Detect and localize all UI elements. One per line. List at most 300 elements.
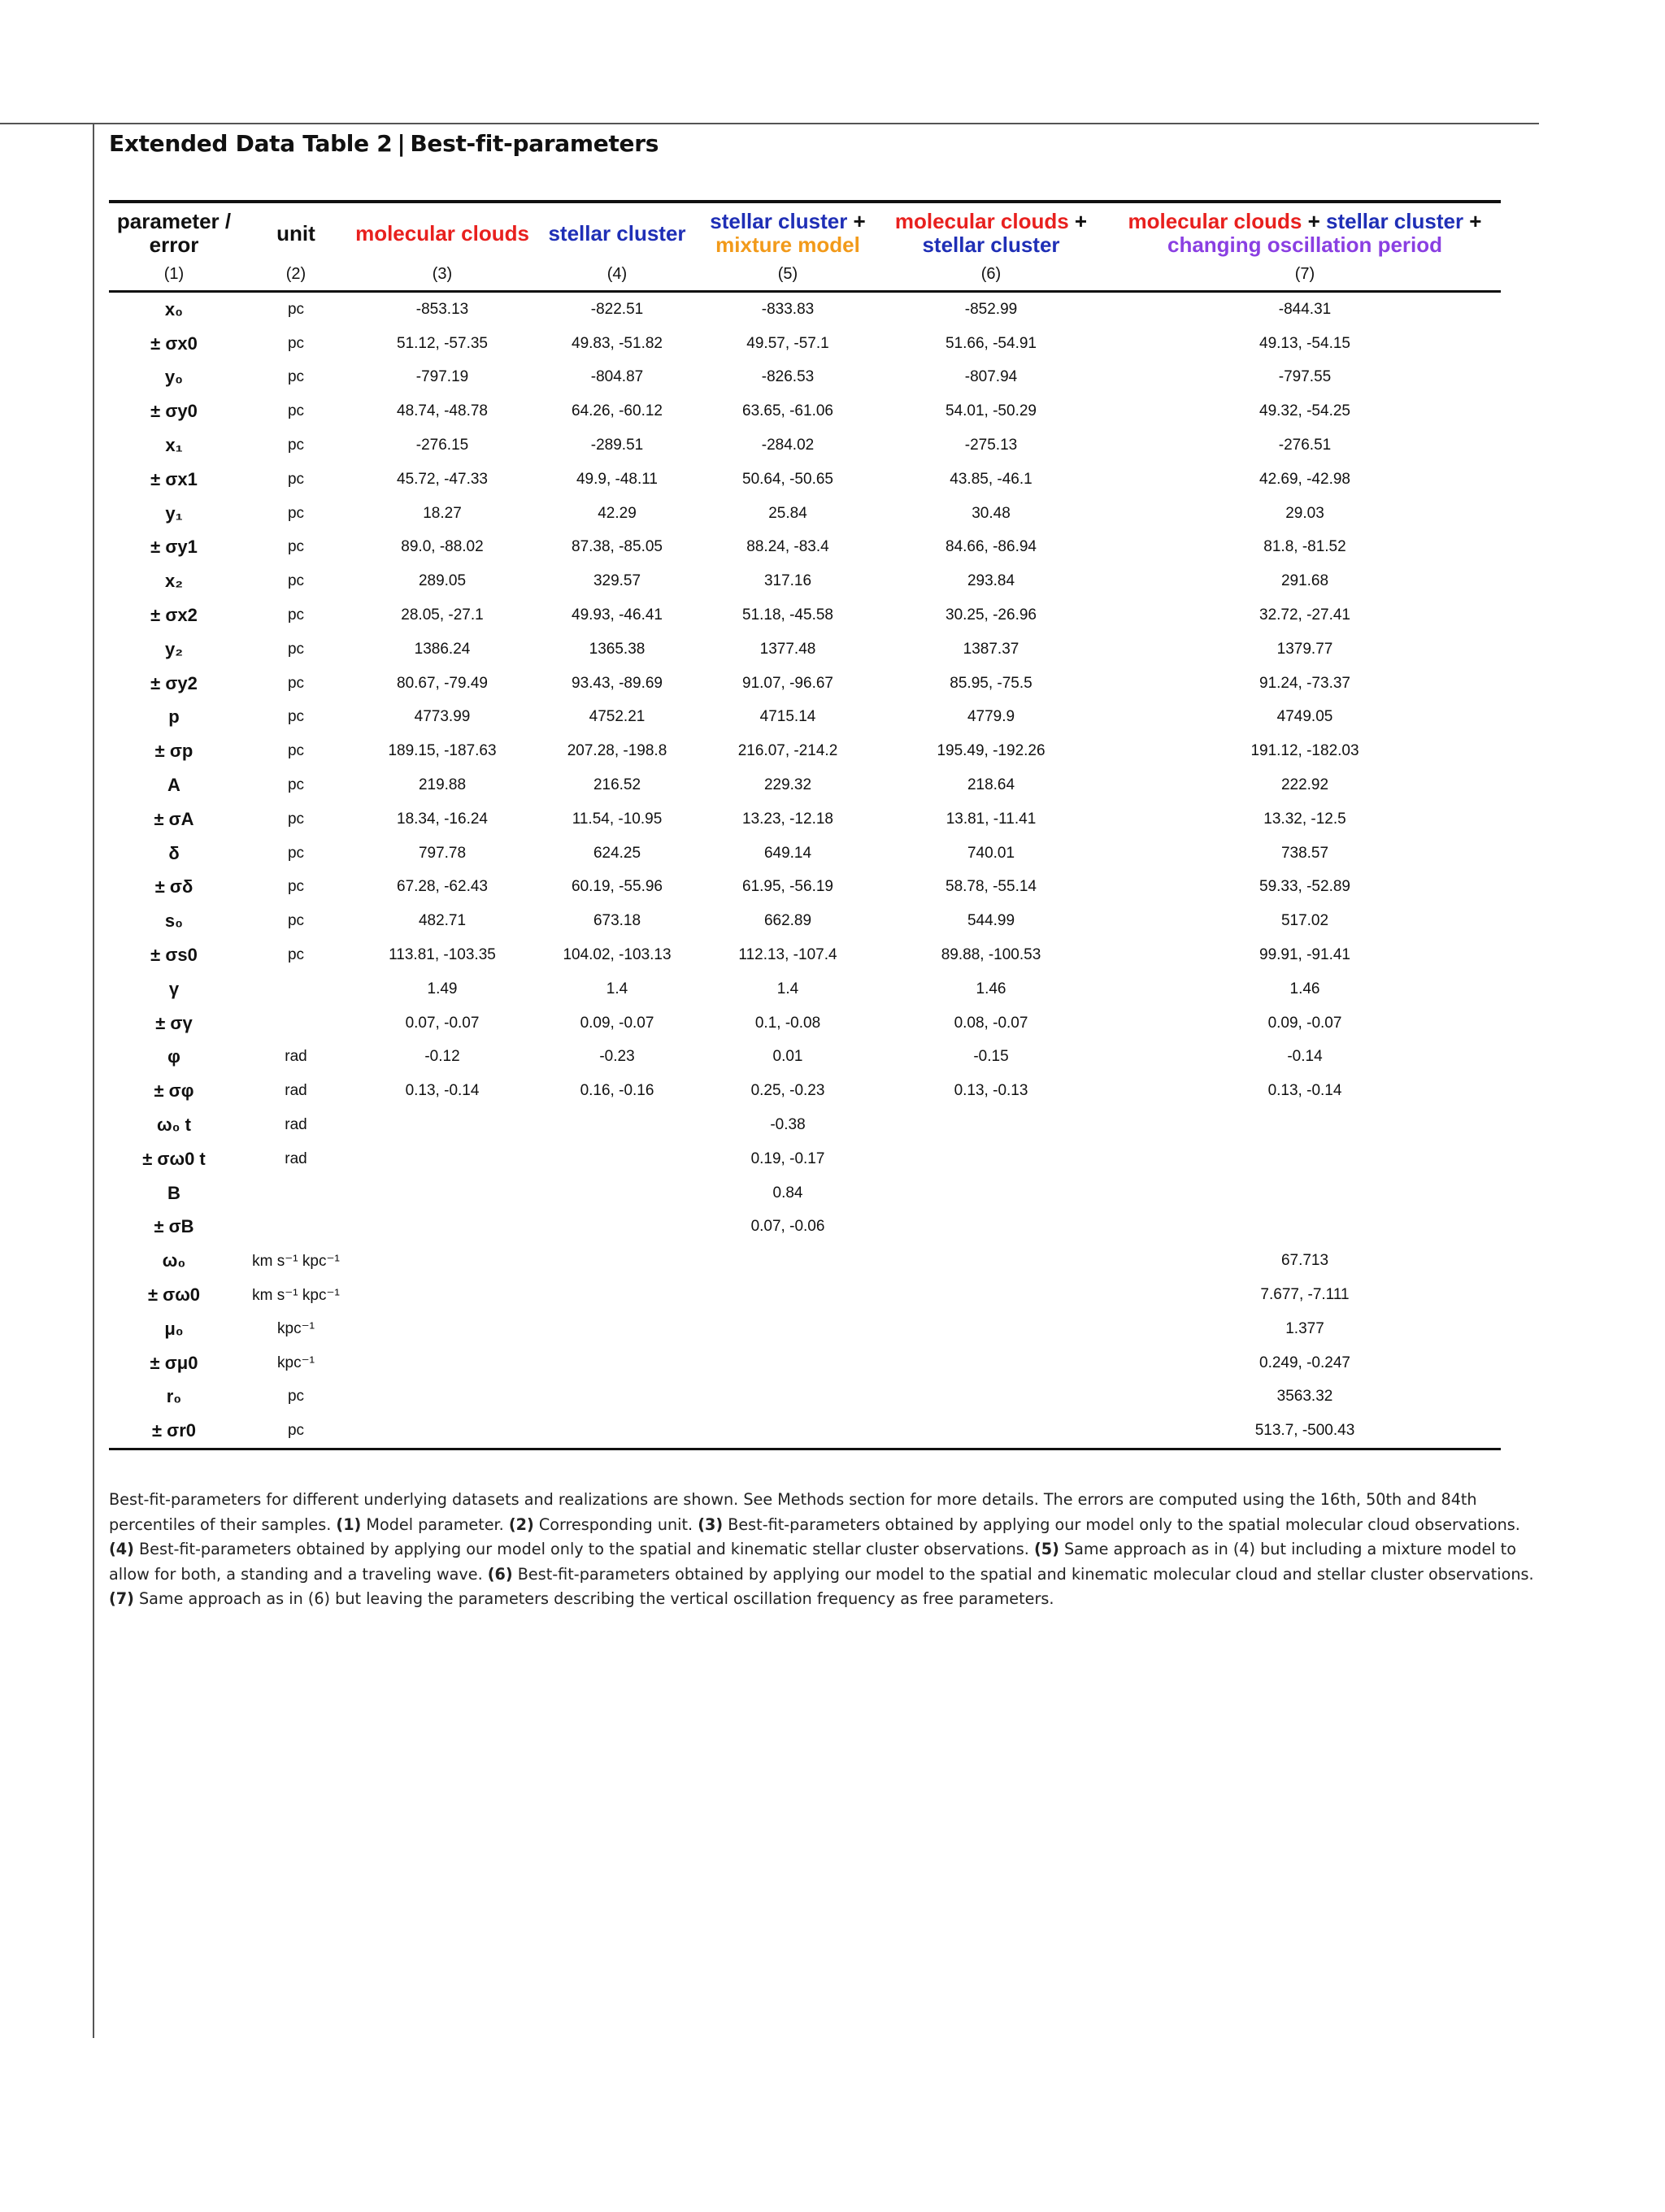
parameter-cell: μ₀: [164, 1318, 184, 1339]
column-header-text: stellar cluster: [1325, 209, 1464, 233]
caption-text: Model parameter.: [361, 1515, 509, 1534]
title-separator: |: [397, 130, 406, 157]
value-cell: [532, 1210, 702, 1245]
unit-cell: pc: [287, 538, 305, 556]
value-cell: [873, 1108, 1109, 1142]
parameter-cell: y₀: [164, 367, 184, 388]
unit-cell: [239, 1006, 353, 1041]
parameter-cell: ± σy0: [150, 401, 198, 422]
caption-text: Same approach as in (6) but leaving the parameters describing the vertical oscillation frequency as free parameters.: [133, 1589, 1054, 1608]
value-cell: 4752.21: [589, 708, 646, 726]
column-number: (3): [353, 260, 532, 292]
value-cell: 13.81, -11.41: [946, 810, 1037, 828]
value-cell: 30.25, -26.96: [946, 606, 1037, 624]
value-cell: 1386.24: [414, 640, 471, 658]
value-cell: 0.1, -0.08: [754, 1014, 821, 1032]
value-cell: 91.24, -73.37: [1259, 674, 1350, 692]
value-cell: 1365.38: [589, 640, 646, 658]
value-cell: 222.92: [1280, 776, 1329, 794]
value-cell: 88.24, -83.4: [746, 538, 829, 556]
unit-cell: pc: [287, 504, 305, 522]
value-cell: 18.34, -16.24: [397, 810, 488, 828]
value-cell: 0.13, -0.14: [405, 1082, 480, 1100]
value-cell: [702, 1312, 873, 1346]
left-margin-rule: [93, 123, 94, 2038]
column-header-text: changing oscillation period: [1167, 232, 1443, 257]
table-row: [109, 632, 1501, 667]
column-header: [702, 202, 873, 260]
table-row: [109, 1380, 1501, 1415]
unit-cell: rad: [285, 1048, 307, 1066]
value-cell: 3563.32: [1276, 1388, 1333, 1406]
parameter-cell: γ: [168, 978, 180, 999]
value-cell: 317.16: [763, 572, 812, 590]
table-label: Extended Data Table 2: [109, 130, 393, 157]
top-divider: [0, 123, 1539, 124]
value-cell: 191.12, -182.03: [1250, 742, 1359, 760]
parameter-cell: ± σy1: [150, 537, 198, 558]
value-cell: [873, 1244, 1109, 1278]
value-cell: [532, 1380, 702, 1415]
value-cell: 4749.05: [1276, 708, 1333, 726]
table-row: [109, 1312, 1501, 1346]
table-row: [109, 768, 1501, 802]
parameter-cell: ± σω0 t: [142, 1148, 206, 1169]
value-cell: 99.91, -91.41: [1259, 946, 1350, 964]
column-header-text: stellar cluster: [710, 209, 848, 233]
table-title: [109, 130, 659, 157]
value-cell: 219.88: [418, 776, 467, 794]
table-row: [109, 1108, 1501, 1142]
value-cell: [873, 1346, 1109, 1380]
value-cell: 293.84: [967, 572, 1015, 590]
value-cell: 0.09, -0.07: [580, 1014, 654, 1032]
unit-cell: kpc⁻¹: [277, 1354, 315, 1372]
value-cell: 216.07, -214.2: [737, 742, 838, 760]
value-cell: 0.07, -0.06: [750, 1218, 825, 1236]
column-number: (1): [109, 260, 239, 292]
table-row: [109, 361, 1501, 395]
caption-ref: (2): [508, 1515, 534, 1534]
unit-cell: rad: [285, 1082, 307, 1100]
value-cell: 49.32, -54.25: [1259, 402, 1350, 420]
table-row: [109, 1041, 1501, 1075]
unit-cell: pc: [287, 878, 305, 896]
value-cell: 49.57, -57.1: [746, 334, 829, 352]
table-row: [109, 292, 1501, 327]
value-cell: 291.68: [1280, 572, 1329, 590]
value-cell: 104.02, -103.13: [563, 946, 672, 964]
table-row: [109, 463, 1501, 497]
value-cell: 48.74, -48.78: [397, 402, 488, 420]
unit-cell: km s⁻¹ kpc⁻¹: [252, 1286, 340, 1304]
value-cell: 1377.48: [759, 640, 816, 658]
unit-cell: pc: [287, 402, 305, 420]
table-row: [109, 531, 1501, 565]
value-cell: 80.67, -79.49: [397, 674, 488, 692]
parameter-cell: ± σA: [154, 808, 194, 829]
value-cell: 4773.99: [414, 708, 471, 726]
column-header-text: error: [149, 232, 199, 257]
value-cell: [702, 1346, 873, 1380]
value-cell: 544.99: [967, 912, 1015, 930]
table-row: [109, 1346, 1501, 1380]
value-cell: 195.49, -192.26: [937, 742, 1046, 760]
value-cell: 662.89: [763, 912, 812, 930]
value-cell: 1.4: [606, 980, 628, 997]
value-cell: 49.13, -54.15: [1259, 334, 1350, 352]
parameter-cell: ± σB: [154, 1216, 194, 1237]
value-cell: [873, 1142, 1109, 1176]
unit-cell: pc: [287, 844, 305, 862]
table-row: [109, 972, 1501, 1006]
column-header-text: molecular clouds: [894, 209, 1069, 233]
table-row: [109, 327, 1501, 361]
parameter-cell: ± σω0: [147, 1284, 201, 1305]
value-cell: 113.81, -103.35: [389, 946, 496, 964]
unit-cell: pc: [287, 300, 305, 318]
parameter-cell: r₀: [166, 1386, 182, 1407]
value-cell: -0.38: [770, 1116, 806, 1134]
parameter-cell: ω₀ t: [157, 1115, 191, 1136]
value-cell: [1109, 1210, 1501, 1245]
value-cell: 218.64: [967, 776, 1015, 794]
value-cell: [1109, 1176, 1501, 1210]
parameter-cell: ± σx1: [150, 468, 198, 489]
table-row: [109, 904, 1501, 938]
value-cell: 0.84: [772, 1184, 803, 1202]
header-row: [109, 202, 1501, 260]
value-cell: [532, 1108, 702, 1142]
caption-ref: (6): [487, 1564, 513, 1584]
unit-cell: pc: [287, 640, 305, 658]
value-cell: 1387.37: [963, 640, 1019, 658]
column-header: [1109, 202, 1501, 260]
parameter-cell: p: [168, 706, 180, 728]
value-cell: [702, 1278, 873, 1312]
value-cell: -804.87: [590, 368, 644, 386]
parameter-cell: ± σγ: [155, 1012, 193, 1033]
value-cell: 0.07, -0.07: [405, 1014, 480, 1032]
value-cell: -284.02: [761, 437, 815, 454]
unit-cell: km s⁻¹ kpc⁻¹: [252, 1252, 340, 1270]
value-cell: 7.677, -7.111: [1260, 1286, 1350, 1303]
value-cell: 60.19, -55.96: [572, 878, 663, 896]
column-header-text: parameter /: [116, 209, 232, 233]
value-cell: -0.15: [973, 1048, 1009, 1066]
value-cell: 85.95, -75.5: [950, 674, 1032, 692]
caption-text: Best-fit-parameters obtained by applying our model only to the spatial and kinematic stellar cluster observations.: [133, 1540, 1034, 1558]
unit-cell: pc: [239, 1414, 353, 1449]
value-cell: 67.713: [1280, 1252, 1329, 1270]
value-cell: 11.54, -10.95: [572, 810, 663, 828]
value-cell: 87.38, -85.05: [572, 538, 663, 556]
value-cell: 673.18: [593, 912, 641, 930]
table-body: [109, 292, 1501, 1449]
caption-ref: (1): [336, 1515, 362, 1534]
table-row: [109, 1176, 1501, 1210]
value-cell: [532, 1176, 702, 1210]
unit-cell: pc: [287, 674, 305, 692]
table-row: [109, 802, 1501, 837]
value-cell: -852.99: [964, 300, 1018, 318]
value-cell: 1.49: [427, 980, 458, 997]
unit-cell: pc: [287, 470, 305, 488]
parameter-cell: ± σs0: [150, 945, 198, 966]
value-cell: 63.65, -61.06: [742, 402, 833, 420]
unit-cell: pc: [287, 1388, 305, 1406]
caption-text: Best-fit-parameters obtained by applying our model only to the spatial molecular cloud observations.: [723, 1515, 1520, 1534]
value-cell: [353, 1380, 532, 1415]
value-cell: 50.64, -50.65: [742, 470, 833, 488]
column-number: (4): [532, 260, 702, 292]
table-row: [109, 871, 1501, 905]
value-cell: 0.25, -0.23: [750, 1082, 825, 1100]
value-cell: 64.26, -60.12: [572, 402, 663, 420]
value-cell: [353, 1278, 532, 1312]
value-cell: 89.0, -88.02: [401, 538, 484, 556]
table-row: [109, 734, 1501, 768]
table-row: [109, 497, 1501, 531]
parameter-cell: B: [167, 1182, 180, 1203]
value-cell: [873, 1176, 1109, 1210]
table-row: [109, 564, 1501, 598]
value-cell: 51.12, -57.35: [397, 334, 488, 352]
value-cell: 4779.9: [967, 708, 1015, 726]
value-cell: 42.69, -42.98: [1259, 470, 1350, 488]
value-cell: 513.7, -500.43: [1109, 1414, 1501, 1449]
table-row: [109, 667, 1501, 701]
value-cell: [532, 1278, 702, 1312]
value-cell: [353, 1176, 532, 1210]
unit-cell: kpc⁻¹: [277, 1320, 315, 1338]
parameter-cell: ± σr0: [109, 1414, 239, 1449]
value-cell: 67.28, -62.43: [397, 878, 488, 896]
value-cell: [532, 1346, 702, 1380]
value-cell: -826.53: [761, 368, 815, 386]
value-cell: 32.72, -27.41: [1259, 606, 1350, 624]
value-cell: [353, 1142, 532, 1176]
value-cell: -0.14: [1287, 1048, 1323, 1066]
unit-cell: pc: [287, 606, 305, 624]
value-cell: [353, 1244, 532, 1278]
column-header-text: molecular clouds: [355, 220, 529, 246]
column-header-text: stellar cluster: [922, 232, 1060, 257]
table-row: [109, 1074, 1501, 1108]
value-cell: [873, 1210, 1109, 1245]
value-cell: [702, 1414, 873, 1449]
table-row: [109, 1244, 1501, 1278]
value-cell: 13.23, -12.18: [742, 810, 833, 828]
value-cell: -289.51: [590, 437, 644, 454]
value-cell: [702, 1380, 873, 1415]
value-cell: 189.15, -187.63: [388, 742, 497, 760]
parameter-cell: ± σφ: [154, 1080, 194, 1102]
value-cell: 81.8, -81.52: [1263, 538, 1346, 556]
value-cell: 738.57: [1280, 844, 1329, 862]
value-cell: 61.95, -56.19: [742, 878, 833, 896]
value-cell: 207.28, -198.8: [567, 742, 667, 760]
parameter-cell: y₁: [165, 502, 183, 524]
column-header-text: mixture model: [715, 232, 860, 257]
value-cell: [873, 1380, 1109, 1415]
caption-text: Best-fit-parameters for different underlying datasets and realizations are shown. See Methods section for more details. The errors are computed using the 16th, 50th and 84th percentiles of their samples.: [109, 1490, 1477, 1534]
unit-cell: pc: [287, 776, 305, 794]
value-cell: 0.249, -0.247: [1259, 1354, 1350, 1371]
unit-cell: pc: [287, 437, 305, 454]
value-cell: 329.57: [593, 572, 641, 590]
value-cell: 740.01: [967, 844, 1015, 862]
value-cell: 0.16, -0.16: [580, 1082, 654, 1100]
value-cell: 0.13, -0.13: [954, 1082, 1028, 1100]
unit-cell: pc: [287, 810, 305, 828]
table-row: [109, 598, 1501, 632]
value-cell: 54.01, -50.29: [946, 402, 1037, 420]
parameter-cell: x₀: [164, 298, 184, 319]
value-cell: 0.01: [772, 1048, 803, 1066]
column-number: (5): [702, 260, 873, 292]
value-cell: 624.25: [593, 844, 641, 862]
value-cell: 4715.14: [759, 708, 816, 726]
value-cell: -0.12: [424, 1048, 460, 1066]
value-cell: -0.23: [599, 1048, 635, 1066]
column-header: [873, 202, 1109, 260]
column-header: [532, 202, 702, 260]
value-cell: 517.02: [1280, 912, 1329, 930]
value-cell: -807.94: [964, 368, 1018, 386]
caption-ref: (3): [698, 1515, 724, 1534]
column-header: [353, 202, 532, 260]
column-header-text: +: [847, 209, 866, 233]
parameters-table: [109, 200, 1501, 1450]
value-cell: 43.85, -46.1: [950, 470, 1032, 488]
value-cell: 49.9, -48.11: [576, 470, 658, 488]
caption-text: Same approach as in (4) but including a mixture model to allow for both, a standing and a traveling wave.: [109, 1540, 1516, 1584]
caption-text: Best-fit-parameters obtained by applying our model to the spatial and kinematic molecular cloud and stellar cluster observations.: [512, 1564, 1534, 1584]
unit-cell: pc: [287, 742, 305, 760]
parameter-cell: x₁: [165, 435, 183, 456]
unit-cell: pc: [287, 708, 305, 726]
table-row: [109, 394, 1501, 428]
table-row: [109, 701, 1501, 735]
caption-ref: (5): [1033, 1540, 1059, 1558]
value-cell: 1379.77: [1276, 640, 1333, 658]
column-header-text: molecular clouds: [1128, 209, 1302, 233]
value-cell: 229.32: [763, 776, 812, 794]
value-cell: -276.51: [1278, 437, 1332, 454]
value-cell: 1.4: [776, 980, 799, 997]
value-cell: 13.32, -12.5: [1263, 810, 1346, 828]
caption-ref: (4): [109, 1540, 134, 1558]
value-cell: 49.93, -46.41: [572, 606, 663, 624]
value-cell: 0.13, -0.14: [1267, 1082, 1342, 1100]
column-number: (2): [239, 260, 353, 292]
parameter-cell: ω₀: [162, 1250, 186, 1271]
value-cell: 51.66, -54.91: [946, 334, 1037, 352]
value-cell: 28.05, -27.1: [401, 606, 484, 624]
value-cell: [353, 1346, 532, 1380]
table-row: [109, 1210, 1501, 1245]
unit-cell: rad: [285, 1116, 307, 1134]
parameter-cell: x₂: [164, 571, 183, 592]
column-header-text: stellar cluster: [548, 220, 686, 246]
caption-ref: (7): [109, 1589, 134, 1608]
column-header: [239, 202, 353, 260]
unit-cell: [239, 1210, 353, 1245]
value-cell: 0.19, -0.17: [750, 1149, 825, 1167]
table-row: [109, 1006, 1501, 1041]
table-name: Best-fit-parameters: [410, 130, 659, 157]
value-cell: [873, 1278, 1109, 1312]
parameter-cell: A: [167, 775, 180, 796]
table-caption: [109, 1488, 1541, 1612]
value-cell: 1.377: [1285, 1319, 1324, 1337]
value-cell: 112.13, -107.4: [738, 946, 837, 964]
value-cell: -797.55: [1278, 368, 1332, 386]
parameter-cell: ± σx2: [150, 605, 198, 626]
value-cell: [532, 1142, 702, 1176]
value-cell: 482.71: [418, 912, 467, 930]
unit-cell: rad: [285, 1149, 307, 1167]
value-cell: 18.27: [423, 504, 462, 522]
table-row: [109, 428, 1501, 463]
unit-cell: pc: [287, 334, 305, 352]
value-cell: [873, 1312, 1109, 1346]
column-number: (7): [1109, 260, 1501, 292]
value-cell: [873, 1414, 1109, 1449]
column-header: [109, 202, 239, 260]
value-cell: 93.43, -89.69: [572, 674, 663, 692]
parameter-cell: ± σx0: [150, 332, 198, 354]
unit-cell: [239, 1176, 353, 1210]
value-cell: 30.48: [972, 504, 1011, 522]
parameter-cell: ± σp: [154, 741, 193, 762]
column-number: (6): [873, 260, 1109, 292]
parameter-cell: ± σδ: [154, 876, 193, 897]
value-cell: 42.29: [598, 504, 637, 522]
parameter-cell: ± σμ0: [150, 1352, 198, 1373]
value-cell: 51.18, -45.58: [742, 606, 833, 624]
value-cell: -833.83: [761, 300, 815, 318]
value-cell: 84.66, -86.94: [946, 538, 1037, 556]
value-cell: 29.03: [1285, 504, 1324, 522]
value-cell: 289.05: [418, 572, 467, 590]
value-cell: 58.78, -55.14: [946, 878, 1037, 896]
table-row: [109, 1142, 1501, 1176]
column-header-text: +: [1463, 209, 1482, 233]
parameter-cell: φ: [167, 1046, 180, 1067]
value-cell: 216.52: [593, 776, 641, 794]
value-cell: [353, 1108, 532, 1142]
value-cell: 25.84: [768, 504, 807, 522]
value-cell: 1.46: [976, 980, 1006, 997]
value-cell: 91.07, -96.67: [742, 674, 833, 692]
value-cell: -844.31: [1278, 300, 1332, 318]
value-cell: [1109, 1108, 1501, 1142]
column-number-row: [109, 260, 1501, 292]
parameter-cell: ± σy2: [150, 672, 198, 693]
value-cell: [353, 1312, 532, 1346]
value-cell: 0.09, -0.07: [1267, 1014, 1342, 1032]
unit-cell: pc: [287, 946, 305, 964]
unit-cell: pc: [287, 912, 305, 930]
value-cell: 59.33, -52.89: [1259, 878, 1350, 896]
column-header-text: +: [1302, 209, 1326, 233]
table-row: [109, 1414, 1501, 1449]
value-cell: -275.13: [964, 437, 1018, 454]
parameter-cell: y₂: [164, 638, 183, 659]
table-row: [109, 1278, 1501, 1312]
